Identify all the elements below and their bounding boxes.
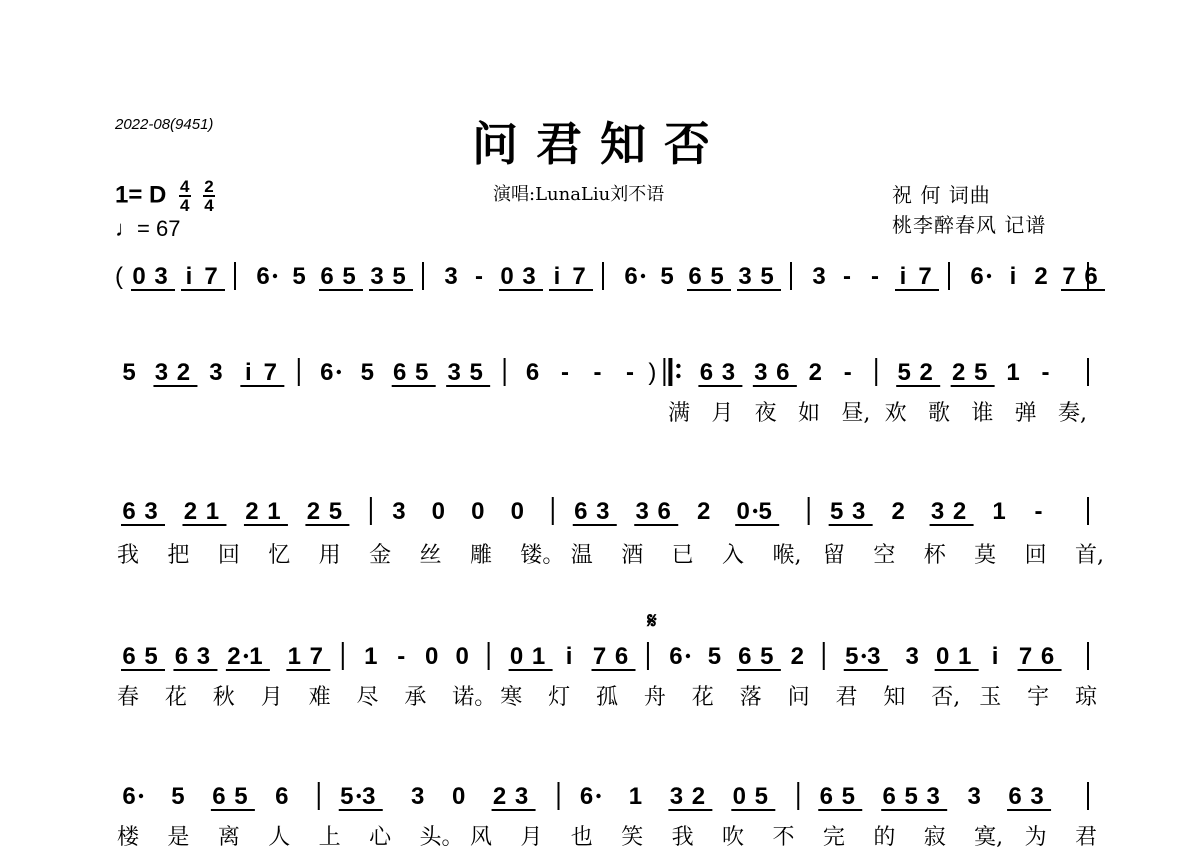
jianpu-note: 6 — [320, 359, 334, 386]
jianpu-note: 1 — [205, 498, 220, 525]
augmentation-dot — [641, 274, 645, 278]
lyric-syllable: 满 — [668, 401, 691, 426]
lyric-syllable: 丝 — [419, 543, 442, 568]
parenthesis: ( — [115, 263, 123, 290]
augmentation-dot — [139, 794, 143, 798]
jianpu-note: i — [1009, 263, 1017, 290]
jianpu-note: 5 — [660, 263, 674, 290]
jianpu-note: 7 — [918, 263, 932, 290]
jianpu-note: 1 — [249, 643, 263, 670]
jianpu-note: 6 — [1040, 643, 1055, 670]
lyric-syllable: 莫 — [974, 543, 997, 568]
jianpu-note: 2 — [952, 498, 967, 525]
lyric-syllable: 秋 — [212, 685, 235, 710]
lyric-syllable: 入 — [722, 543, 745, 568]
jianpu-note: 7 — [309, 643, 324, 670]
jianpu-note: 5 — [342, 263, 356, 290]
jianpu-note: 0 — [509, 643, 524, 670]
lyric-syllable: 忆 — [268, 543, 291, 568]
jianpu-note: 2 — [227, 643, 241, 670]
jianpu-note: 6 — [393, 359, 407, 386]
lyric-syllable: 首, — [1075, 543, 1104, 568]
jianpu-note: 2 — [808, 359, 822, 386]
lyric-syllable: 酒 — [621, 543, 644, 568]
key-label: 1= D — [115, 181, 167, 209]
jianpu-note: 5 — [171, 783, 185, 810]
lyric-syllable: 头。 — [419, 825, 464, 850]
jianpu-note: 7 — [204, 263, 218, 290]
jianpu-note: i — [245, 359, 252, 386]
lyric-syllable: 尽 — [356, 685, 379, 710]
lyric-syllable: 玉 — [979, 685, 1002, 710]
lyric-syllable: 如 — [798, 401, 821, 426]
augmentation-dot — [357, 794, 361, 798]
parenthesis: ) — [648, 359, 657, 386]
lyric-syllable: 花 — [164, 685, 187, 710]
sustain-dash: - — [871, 263, 879, 290]
jianpu-note: 7 — [1062, 263, 1076, 290]
jianpu-note: 3 — [444, 263, 458, 290]
jianpu-note: 7 — [592, 643, 607, 670]
jianpu-note: 3 — [596, 498, 610, 525]
lyric-syllable: 为 — [1024, 825, 1047, 850]
jianpu-note: 3 — [1030, 783, 1044, 810]
jianpu-note: 5 — [829, 498, 844, 525]
jianpu-note: 6 — [212, 783, 226, 810]
lyric-syllable: 琼 — [1075, 685, 1098, 710]
jianpu-note: 0 — [935, 643, 950, 670]
augmentation-dot — [987, 274, 991, 278]
jianpu-note: 3 — [362, 783, 376, 810]
jianpu-note: 0 — [455, 643, 469, 670]
jianpu-note: 7 — [1018, 643, 1033, 670]
jianpu-note: 2 — [306, 498, 321, 525]
jianpu-note: 6 — [579, 783, 594, 810]
jianpu-note: 3 — [209, 359, 223, 386]
jianpu-note: 1 — [531, 643, 546, 670]
lyric-syllable: 月 — [711, 401, 734, 426]
lyric-syllable: 杯 — [923, 543, 946, 568]
jianpu-note: 5 — [234, 783, 248, 810]
jianpu-note: 3 — [905, 643, 919, 670]
lyricist-composer-credit: 祝 何 词曲 — [892, 183, 991, 207]
jianpu-note: 3 — [154, 359, 169, 386]
jianpu-note: 6 — [256, 263, 270, 290]
lyric-syllable: 完 — [822, 825, 845, 850]
lyric-syllable: 寞, — [974, 825, 1004, 850]
jianpu-note: 2 — [891, 498, 905, 525]
segno-sign: 𝄋 — [647, 609, 657, 634]
lyric-syllable: 空 — [873, 543, 896, 568]
jianpu-note: 0 — [425, 643, 439, 670]
jianpu-note: 5 — [469, 359, 483, 386]
jianpu-note: 1 — [1006, 359, 1020, 386]
lyric-syllable: 难 — [308, 685, 331, 710]
lyric-syllable: 我 — [671, 825, 694, 850]
jianpu-note: 5 — [845, 643, 859, 670]
jianpu-note: 6 — [819, 783, 833, 810]
jianpu-note: 5 — [897, 359, 911, 386]
lyric-syllable: 笑 — [621, 825, 644, 850]
jianpu-note: 5 — [707, 643, 722, 670]
jianpu-note: 7 — [572, 263, 586, 290]
lyric-syllable: 是 — [167, 825, 190, 850]
lyric-syllable: 已 — [671, 543, 694, 568]
jianpu-note: 3 — [812, 263, 826, 290]
jianpu-note: 1 — [287, 643, 302, 670]
lyric-syllable: 舟 — [643, 685, 666, 710]
jianpu-note: 2 — [951, 359, 966, 386]
sustain-dash: - — [843, 359, 852, 386]
lyric-syllable: 回 — [217, 543, 240, 568]
lyric-syllable: 承 — [404, 685, 427, 710]
jianpu-note: 5 — [392, 263, 406, 290]
lyric-syllable: 吹 — [722, 825, 745, 850]
jianpu-note: i — [185, 263, 193, 290]
lyric-syllable: 也 — [570, 825, 593, 850]
lyric-syllable: 心 — [369, 825, 392, 850]
lyric-syllable: 君 — [835, 685, 858, 710]
lyric-syllable: 花 — [691, 685, 714, 710]
jianpu-note: 5 — [144, 643, 158, 670]
jianpu-note: 6 — [1008, 783, 1022, 810]
jianpu-note: 2 — [691, 783, 706, 810]
jianpu-note: i — [553, 263, 561, 290]
jianpu-note: 2 — [697, 498, 711, 525]
jianpu-note: 3 — [514, 783, 529, 810]
jianpu-note: 1 — [628, 783, 643, 810]
jianpu-note: 3 — [669, 783, 684, 810]
jianpu-note: i — [565, 643, 573, 670]
augmentation-dot — [753, 509, 757, 513]
sustain-dash: - — [1034, 498, 1043, 525]
lyric-syllable: 月 — [520, 825, 543, 850]
jianpu-note: 6 — [657, 498, 671, 525]
jianpu-note: 0 — [732, 783, 746, 810]
jianpu-note: i — [991, 643, 999, 670]
lyric-syllable: 用 — [318, 543, 341, 568]
jianpu-note: 2 — [790, 643, 804, 670]
lyric-syllable: 知 — [883, 685, 906, 710]
jianpu-note: 6 — [776, 359, 790, 386]
jianpu-note: 3 — [635, 498, 649, 525]
jianpu-note: 1 — [992, 498, 1006, 525]
lyric-syllable: 灯 — [548, 685, 571, 710]
sustain-dash: - — [843, 263, 851, 290]
repeat-dot — [676, 364, 680, 368]
lyric-syllable: 温 — [570, 543, 593, 568]
jianpu-note: 5 — [760, 263, 774, 290]
jianpu-note: 2 — [492, 783, 507, 810]
jianpu-note: 0 — [132, 263, 146, 290]
lyric-syllable: 月 — [260, 685, 283, 710]
jianpu-note: 3 — [851, 498, 866, 525]
jianpu-note: 6 — [688, 263, 702, 290]
page-title: 问君知否 — [472, 117, 728, 171]
lyric-syllable: 问 — [787, 685, 810, 710]
jianpu-note: 3 — [392, 498, 406, 525]
augmentation-dot — [337, 370, 341, 374]
jianpu-note: 0 — [736, 498, 750, 525]
jianpu-note: 6 — [738, 643, 752, 670]
jianpu-note: i — [899, 263, 907, 290]
jianpu-note: 5 — [122, 359, 136, 386]
jianpu-note: 6 — [525, 359, 540, 386]
jianpu-note: 5 — [973, 359, 988, 386]
lyric-syllable: 把 — [167, 543, 190, 568]
lyric-syllable: 金 — [369, 543, 392, 568]
lyric-syllable: 寂 — [923, 825, 946, 850]
augmentation-dot — [244, 654, 248, 658]
lyric-syllable: 镂。 — [520, 543, 565, 568]
jianpu-note: 6 — [574, 498, 588, 525]
tempo-marking: ♩= 67 — [115, 216, 181, 241]
jianpu-note: 2 — [183, 498, 198, 525]
jianpu-note: 6 — [882, 783, 896, 810]
jianpu-note: 1 — [267, 498, 281, 525]
lyric-syllable: 奏, — [1058, 401, 1087, 426]
sustain-dash: - — [475, 263, 483, 290]
jianpu-note: 1 — [364, 643, 378, 670]
lyric-syllable: 春 — [117, 685, 140, 710]
lyric-syllable: 不 — [772, 825, 795, 850]
jianpu-note: 5 — [340, 783, 354, 810]
lyric-syllable: 我 — [117, 543, 140, 568]
jianpu-note: 2 — [919, 359, 933, 386]
singer-credit: 演唱:LunaLiu刘不语 — [493, 184, 665, 205]
lyric-syllable: 上 — [318, 825, 341, 850]
score-code: 2022-08(9451) — [115, 116, 214, 133]
repeat-dot — [676, 374, 680, 378]
jianpu-note: 6 — [122, 643, 136, 670]
lyric-syllable: 欢 — [884, 401, 907, 426]
lyric-syllable: 诺。 — [452, 685, 497, 710]
jianpu-note: 1 — [957, 643, 972, 670]
jianpu-note: 6 — [1084, 263, 1098, 290]
jianpu-note: 6 — [699, 359, 714, 386]
jianpu-note: 0 — [510, 498, 524, 525]
jianpu-note: 5 — [760, 643, 774, 670]
jianpu-note: 3 — [154, 263, 168, 290]
jianpu-note: 5 — [904, 783, 918, 810]
lyric-syllable: 楼 — [117, 825, 140, 850]
jianpu-note: 6 — [624, 263, 638, 290]
lyric-syllable: 喉, — [772, 543, 802, 568]
lyric-syllable: 君 — [1075, 825, 1098, 850]
time-signature-4-4: $\frac{4}{4}$ — [180, 177, 190, 215]
lyric-syllable: 否, — [931, 685, 961, 710]
augmentation-dot — [596, 794, 600, 798]
jianpu-note: 0 — [451, 783, 466, 810]
jianpu-note: 3 — [930, 498, 945, 525]
jianpu-note: 0 — [471, 498, 485, 525]
lyric-syllable: 雕 — [469, 543, 492, 568]
jianpu-note: 6 — [669, 643, 683, 670]
lyric-syllable: 宇 — [1027, 685, 1050, 710]
jianpu-note: 5 — [415, 359, 429, 386]
jianpu-note: 5 — [754, 783, 768, 810]
lyric-syllable: 谁 — [971, 401, 994, 426]
lyric-syllable: 人 — [268, 825, 291, 850]
lyric-syllable: 留 — [822, 543, 845, 568]
jianpu-note: 7 — [263, 359, 278, 386]
lyric-syllable: 昼, — [841, 401, 871, 426]
transcriber-credit: 桃李醉春风 记谱 — [892, 213, 1047, 237]
jianpu-note: 2 — [245, 498, 259, 525]
jianpu-note: 5 — [710, 263, 724, 290]
lyric-syllable: 风 — [469, 825, 492, 850]
lyric-syllable: 孤 — [596, 685, 619, 710]
jianpu-note: 3 — [370, 263, 384, 290]
jianpu-note: 6 — [320, 263, 334, 290]
jianpu-note: 3 — [447, 359, 461, 386]
augmentation-dot — [273, 274, 277, 278]
jianpu-note: 6 — [275, 783, 289, 810]
jianpu-note: 3 — [411, 783, 425, 810]
quarter-note-icon: ♩ — [115, 216, 137, 241]
lyric-syllable: 的 — [873, 825, 896, 850]
lyric-syllable: 弹 — [1014, 401, 1037, 426]
lyric-syllable: 歌 — [928, 401, 951, 426]
jianpu-note: 3 — [967, 783, 981, 810]
sustain-dash: - — [561, 359, 570, 386]
jianpu-note: 6 — [122, 498, 136, 525]
jianpu-note: 5 — [328, 498, 343, 525]
jianpu-note: 3 — [196, 643, 211, 670]
jianpu-note: 3 — [926, 783, 940, 810]
jianpu-note: 3 — [754, 359, 768, 386]
augmentation-dot — [862, 654, 866, 658]
jianpu-note: 2 — [1034, 263, 1048, 290]
lyric-syllable: 离 — [217, 825, 240, 850]
lyric-syllable: 寒 — [500, 685, 523, 710]
jianpu-note: 0 — [431, 498, 446, 525]
jianpu-note: 3 — [738, 263, 752, 290]
jianpu-note: 5 — [292, 263, 306, 290]
jianpu-note: 5 — [841, 783, 855, 810]
jianpu-note: 6 — [614, 643, 629, 670]
jianpu-note: 6 — [122, 783, 136, 810]
jianpu-note: 0 — [500, 263, 514, 290]
jianpu-note: 5 — [360, 359, 374, 386]
sustain-dash: - — [1041, 359, 1050, 386]
sustain-dash: - — [593, 359, 602, 386]
jianpu-note: 6 — [174, 643, 189, 670]
jianpu-note: 3 — [867, 643, 881, 670]
jianpu-note: 5 — [758, 498, 772, 525]
sustain-dash: - — [397, 643, 406, 670]
lyric-syllable: 回 — [1024, 543, 1047, 568]
jianpu-note: 2 — [176, 359, 191, 386]
jianpu-note: 3 — [522, 263, 536, 290]
jianpu-note: 3 — [144, 498, 158, 525]
lyric-syllable: 夜 — [754, 401, 777, 426]
time-signature-2-4: $\frac{2}{4}$ — [204, 177, 214, 215]
sustain-dash: - — [625, 359, 634, 386]
lyric-syllable: 落 — [739, 685, 762, 710]
augmentation-dot — [686, 654, 690, 658]
jianpu-note: 3 — [721, 359, 736, 386]
jianpu-note: 6 — [970, 263, 984, 290]
